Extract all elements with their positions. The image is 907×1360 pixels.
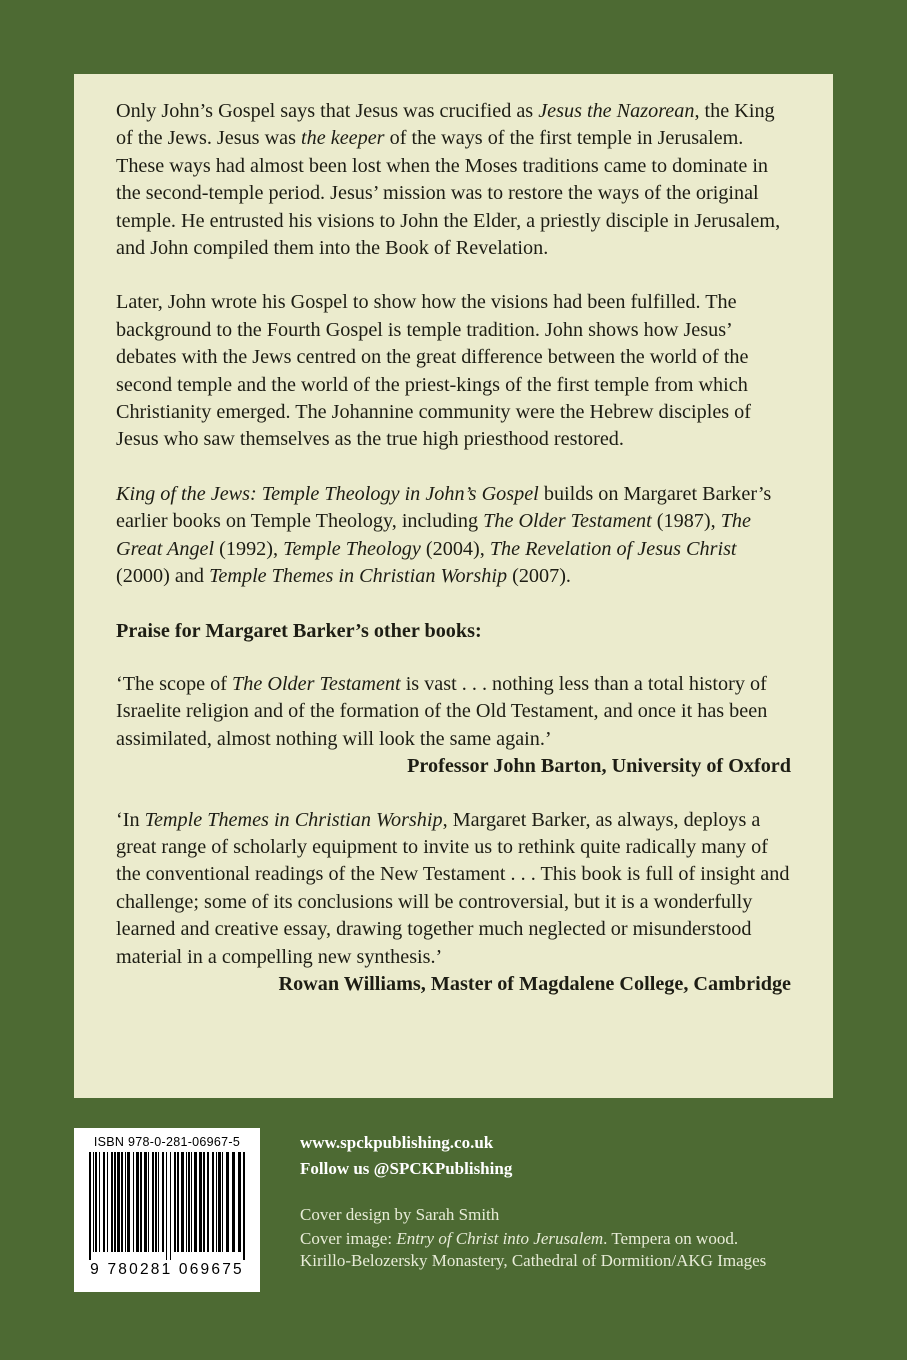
barcode-bars xyxy=(83,1152,251,1260)
barcode-bar xyxy=(166,1152,167,1260)
barcode-bar xyxy=(158,1152,159,1252)
barcode-bar xyxy=(162,1152,164,1252)
barcode-bar xyxy=(107,1152,108,1252)
barcode-bar xyxy=(194,1152,197,1252)
praise-attribution-1: Professor John Barton, University of Oxford xyxy=(407,755,791,778)
barcode-bar xyxy=(191,1152,192,1252)
praise-quote-2: ‘In Temple Themes in Christian Worship, Margaret Barker, as always, deploys a great range of scholarly equipment to invite us to rethink quite radically many of the conventional readings of the New Testament . . . This book is full of insight and challenge; some of its conclusions will be controversial, but it is a wonderfully learned and creative essay, drawing together much neglected or misunderstood material in a compelling new synthesis.’ xyxy=(116,808,790,968)
barcode-bar xyxy=(207,1152,209,1252)
blurb-paragraph-1: Only John’s Gospel says that Jesus was crucified as Jesus the Nazorean, the King of the Jews. Jesus was the keeper of the ways of the first temple in Jerusalem. These ways had almost been lost when the Moses traditions came to dominate in the second-temple period. Jesus’ mission was to restore the ways of the original temple. He entrusted his visions to John the Elder, a priestly disciple in Jerusalem, and John compiled them into the Book of Revelation. xyxy=(116,100,781,260)
praise-heading: Praise for Margaret Barker’s other books: xyxy=(116,619,482,642)
barcode-bar xyxy=(95,1152,97,1252)
isbn-barcode xyxy=(74,1128,260,1292)
barcode-bar xyxy=(212,1152,214,1252)
barcode-bar xyxy=(89,1152,91,1260)
barcode-bar xyxy=(243,1152,245,1260)
barcode-bar xyxy=(216,1152,217,1252)
barcode-bar xyxy=(155,1152,157,1252)
barcode-bar xyxy=(136,1152,139,1252)
barcode-bar xyxy=(133,1152,134,1252)
barcode-bar xyxy=(111,1152,113,1252)
barcode-bar xyxy=(218,1152,221,1252)
barcode-digits: 9 780281 069675 xyxy=(90,1261,244,1278)
blurb-paragraph-3: King of the Jews: Temple Theology in John’s Gospel builds on Margaret Barker’s earlier books on Temple Theology, including The Older Testament (1987), The Great Angel (1992), Temple Theology (2004), The Revelation of Jesus Christ (2000) and Temple Themes in Christian Worship (2007). xyxy=(116,482,772,588)
barcode-bar xyxy=(188,1152,190,1252)
barcode-bar xyxy=(222,1152,223,1252)
barcode-bar xyxy=(99,1152,100,1252)
publisher-social[interactable]: Follow us @SPCKPublishing xyxy=(300,1159,513,1178)
barcode-bar xyxy=(152,1152,154,1252)
cover-image-source: Kirillo-Belozersky Monastery, Cathedral of Dormition/AKG Images xyxy=(300,1251,767,1270)
barcode-bar xyxy=(238,1152,241,1252)
barcode-bar xyxy=(226,1152,229,1252)
barcode-bar xyxy=(117,1152,120,1252)
barcode-bar xyxy=(186,1152,187,1252)
isbn-label: ISBN 978-0-281-06967-5 xyxy=(93,1135,241,1149)
barcode-bar xyxy=(103,1152,105,1252)
publisher-website[interactable]: www.spckpublishing.co.uk xyxy=(300,1133,494,1152)
barcode-bar xyxy=(203,1152,205,1252)
blurb-paragraph-2: Later, John wrote his Gospel to show how the visions had been fulfilled. The background to the Fourth Gospel is temple tradition. John shows how Jesus’ debates with the Jews centred on the great difference between the world of the second temple and the world of the priest-kings of the first temple from which Christianity emerged. The Johannine community were the Hebrew disciples of Jesus who saw themselves as the true high priesthood restored. xyxy=(116,291,751,451)
barcode-bar xyxy=(121,1152,123,1252)
barcode-bar xyxy=(181,1152,184,1252)
barcode-bar xyxy=(125,1152,126,1252)
barcode-bar xyxy=(170,1152,171,1260)
praise-quote-1: ‘The scope of The Older Testament is vast . . . nothing less than a total history of Israelite religion and of the formation of the Old Testament, and once it has been assimilated, almost nothing will look the same again.’ xyxy=(116,672,768,750)
barcode-bar xyxy=(199,1152,202,1252)
blurb-panel xyxy=(74,74,833,1098)
barcode-bar xyxy=(232,1152,235,1252)
barcode-bar xyxy=(140,1152,142,1252)
barcode-bar xyxy=(114,1152,116,1252)
barcode-bar xyxy=(93,1152,94,1252)
cover-image-credit: Cover image: Entry of Christ into Jerusalem. Tempera on wood. xyxy=(300,1229,739,1248)
barcode-bar xyxy=(127,1152,130,1252)
cover-design-credit: Cover design by Sarah Smith xyxy=(300,1205,500,1224)
barcode-bar xyxy=(144,1152,147,1252)
barcode-bar xyxy=(148,1152,149,1252)
publisher-info xyxy=(300,1130,766,1272)
barcode-bar xyxy=(177,1152,179,1252)
barcode-bar xyxy=(174,1152,176,1252)
praise-attribution-2: Rowan Williams, Master of Magdalene College, Cambridge xyxy=(278,972,791,995)
